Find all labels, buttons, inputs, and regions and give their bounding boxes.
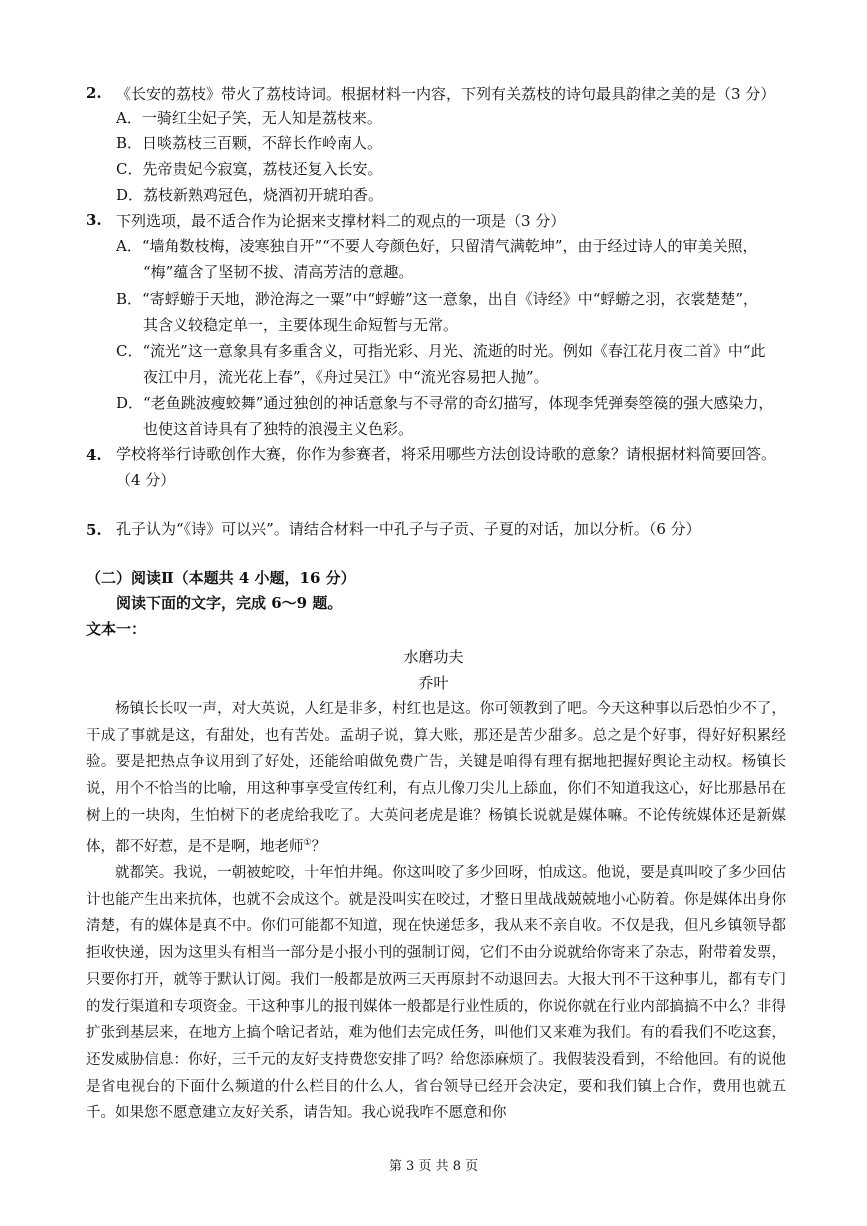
question-3-stem: 下列选项，最不适合作为论据来支撑材料二的观点的一项是（3 分） bbox=[116, 212, 566, 230]
text-one-label: 文本一： bbox=[86, 620, 147, 638]
section-heading: （二）阅读Ⅱ（本题共 4 小题，16 分） bbox=[86, 569, 356, 587]
question-4-number: 4. bbox=[86, 446, 102, 464]
question-3-option-b-line2: 其含义较稳定单一，主要体现生命短暂与无常。 bbox=[143, 316, 459, 334]
question-4-text-line1: 学校将举行诗歌创作大赛，你作为参赛者，将采用哪些方法创设诗歌的意象？请根据材料简要回答。 bbox=[116, 445, 777, 463]
question-3-option-c-line2: 夜江中月，流光花上春”，《舟过吴江》中“流光容易把人抛”。 bbox=[143, 368, 549, 386]
article-paragraph-2: 就都笑。我说，一朝被蛇咬，十年怕井绳。你这叫咬了多少回呀，怕成这。他说，要是真叫咬了多少回估计也能产生出来抗体，也就不会成这个。就是没叫实在咬过，才整日里战战兢兢地小心防着。你是媒体出身你清楚，有的媒体是真不中。你们可能都不知道，现在快递恁多，我从来不亲自收。不仅是我，但凡乡镇领导都拒收快递，因为这里头有相当一部分是小报小刊的强制订阅，它们不由分说就给你寄来了杂志，附带着发票，只要你打开，就等于默认订阅。我们一般都是放两三天再原封不动退回去。大报大刊不干这种事儿，都有专门的发行渠道和专项资金。干这种事儿的报刊媒体一般都是行业性质的，你说你就在行业内部搞搞不中么？非得扩张到基层来，在地方上搞个啥记者站，难为他们去完成任务，叫他们又来难为我们。有的看我们不吃这套，还发威胁信息：你好，三千元的友好支持费您安排了吗？给您添麻烦了。我假装没看到，不给他回。有的说他是省电视台的下面什么频道的什么栏目的什么人，省台领导已经开会决定，要和我们镇上合作，费用也就五千。如果您不愿意建立友好关系，请告知。我心说我咋不愿意和你 bbox=[86, 865, 786, 1122]
question-5-number: 5. bbox=[86, 521, 102, 539]
question-3-option-d-line2: 也使这首诗具有了独特的浪漫主义色彩。 bbox=[143, 420, 414, 438]
page-footer: 第 3 页 共 8 页 bbox=[388, 1159, 479, 1174]
question-3-option-a-line1: A．“墙角数枝梅，凌寒独自开”“不要人夸颜色好，只留清气满乾坤”，由于经过诗人的审美关照， bbox=[116, 237, 758, 255]
question-3-option-d-line1: D．“老鱼跳波瘦蛟舞”通过独创的神话意象与不寻常的奇幻描写，体现李凭弹奏箜篌的强大感染力， bbox=[116, 394, 774, 412]
question-2-number: 2. bbox=[86, 84, 102, 102]
footnote-marker: ① bbox=[303, 837, 312, 848]
question-2-option-d: D．荔枝新熟鸡冠色，烧酒初开琥珀香。 bbox=[116, 186, 384, 204]
question-2-option-a: A．一骑红尘妃子笑，无人知是荔枝来。 bbox=[116, 109, 382, 127]
question-3-option-c-line1: C．“流光”这一意象具有多重含义，可指光彩、月光、流逝的时光。例如《春江花月夜二首》中“此 bbox=[116, 342, 766, 360]
question-4-text-line2: （4 分） bbox=[116, 471, 176, 489]
article-paragraph-1 bbox=[86, 696, 786, 860]
paragraph-1-end: ？ bbox=[311, 838, 327, 855]
article-title: 水磨功夫 bbox=[403, 648, 464, 666]
question-5-text: 孔子认为“《诗》可以兴”。请结合材料一中孔子与子贡、子夏的对话，加以分析。（6 分） bbox=[116, 520, 701, 538]
question-3-option-a-line2: “梅”蕴含了坚韧不拔、清高芳洁的意趣。 bbox=[143, 263, 414, 281]
question-2-option-b: B．日啖荔枝三百颗，不辞长作岭南人。 bbox=[116, 134, 383, 152]
article-body bbox=[86, 696, 786, 1127]
question-3-option-b-line1: B．“寄蜉蝣于天地，渺沧海之一粟”中“蜉蝣”这一意象，出自《诗经》中“蜉蝣之羽，衣裳楚楚”， bbox=[116, 290, 759, 308]
section-instruction: 阅读下面的文字，完成 6～9 题。 bbox=[116, 594, 343, 612]
article-author: 乔叶 bbox=[418, 674, 449, 692]
question-3-number: 3. bbox=[86, 211, 102, 229]
question-2-stem: 《长安的荔枝》带火了荔枝诗词。根据材料一内容，下列有关荔枝的诗句最具韵律之美的是（3 分） bbox=[116, 85, 776, 103]
question-2-option-c: C．先帝贵妃今寂寞，荔枝还复入长安。 bbox=[116, 160, 383, 178]
paragraph-1-text: 杨镇长长叹一声，对大英说，人红是非多，村红也是这。你可领教到了吧。今天这种事以后恐怕少不了，干成了事就是这，有甜处，也有苦处。孟胡子说，算大账，那还是苦少甜多。总之是个好事，得好好积累经验。要是把热点争议用到了好处，还能给咱做免费广告，关键是咱得有理有据地把握好舆论主动权。杨镇长说，用个不恰当的比喻，用这种事享受宣传红利，有点儿像刀尖儿上舔血，你们不知道我这心，好比那悬吊在树上的一块肉，生怕树下的老虎给我吃了。大英问老虎是谁？杨镇长说就是媒体嘛。不论传统媒体还是新媒体，都不好惹，是不是啊，地老师 bbox=[86, 701, 786, 855]
